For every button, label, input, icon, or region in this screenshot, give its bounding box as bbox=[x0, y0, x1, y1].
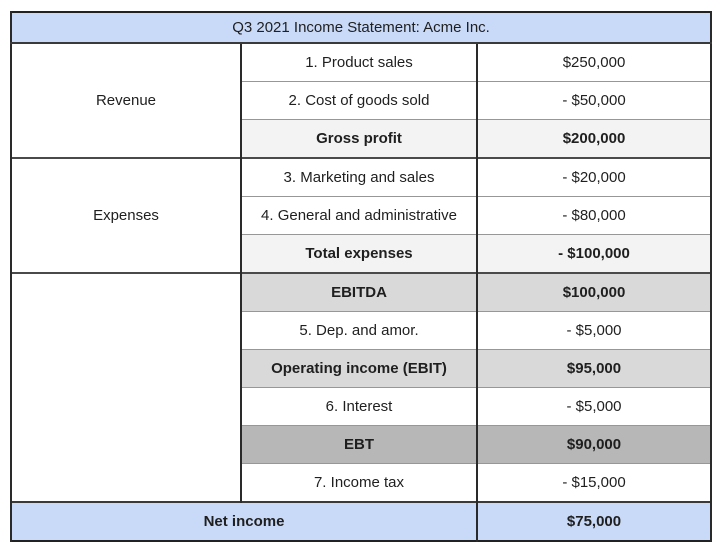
row-product-sales-label: 1. Product sales bbox=[241, 43, 477, 82]
row-interest-label: 6. Interest bbox=[241, 388, 477, 426]
income-statement-table bbox=[10, 11, 712, 542]
row-interest-value: - $5,000 bbox=[477, 388, 711, 426]
net-income-row bbox=[11, 502, 711, 541]
row-marketing-value: - $20,000 bbox=[477, 158, 711, 197]
row-gross-profit-label: Gross profit bbox=[241, 120, 477, 159]
section-label-blank bbox=[11, 273, 241, 502]
row-operating-income-value: $95,000 bbox=[477, 350, 711, 388]
row-net-income-label: Net income bbox=[11, 502, 477, 541]
section-label-expenses: Expenses bbox=[11, 158, 241, 273]
row-ebt-label: EBT bbox=[241, 426, 477, 464]
row-cogs-value: - $50,000 bbox=[477, 82, 711, 120]
row-dep-amor-label: 5. Dep. and amor. bbox=[241, 312, 477, 350]
section-label-revenue: Revenue bbox=[11, 43, 241, 158]
row-net-income-value: $75,000 bbox=[477, 502, 711, 541]
table-row bbox=[11, 43, 711, 82]
row-ebitda-label: EBITDA bbox=[241, 273, 477, 312]
row-ebt-value: $90,000 bbox=[477, 426, 711, 464]
row-dep-amor-value: - $5,000 bbox=[477, 312, 711, 350]
row-general-admin-label: 4. General and administrative bbox=[241, 197, 477, 235]
row-general-admin-value: - $80,000 bbox=[477, 197, 711, 235]
row-income-tax-value: - $15,000 bbox=[477, 464, 711, 503]
row-product-sales-value: $250,000 bbox=[477, 43, 711, 82]
row-total-expenses-value: - $100,000 bbox=[477, 235, 711, 274]
table-row bbox=[11, 273, 711, 312]
row-ebitda-value: $100,000 bbox=[477, 273, 711, 312]
row-operating-income-label: Operating income (EBIT) bbox=[241, 350, 477, 388]
row-marketing-label: 3. Marketing and sales bbox=[241, 158, 477, 197]
row-gross-profit-value: $200,000 bbox=[477, 120, 711, 159]
row-income-tax-label: 7. Income tax bbox=[241, 464, 477, 503]
title-row bbox=[11, 12, 711, 43]
table-row bbox=[11, 158, 711, 197]
row-total-expenses-label: Total expenses bbox=[241, 235, 477, 274]
table-title: Q3 2021 Income Statement: Acme Inc. bbox=[11, 12, 711, 43]
row-cogs-label: 2. Cost of goods sold bbox=[241, 82, 477, 120]
